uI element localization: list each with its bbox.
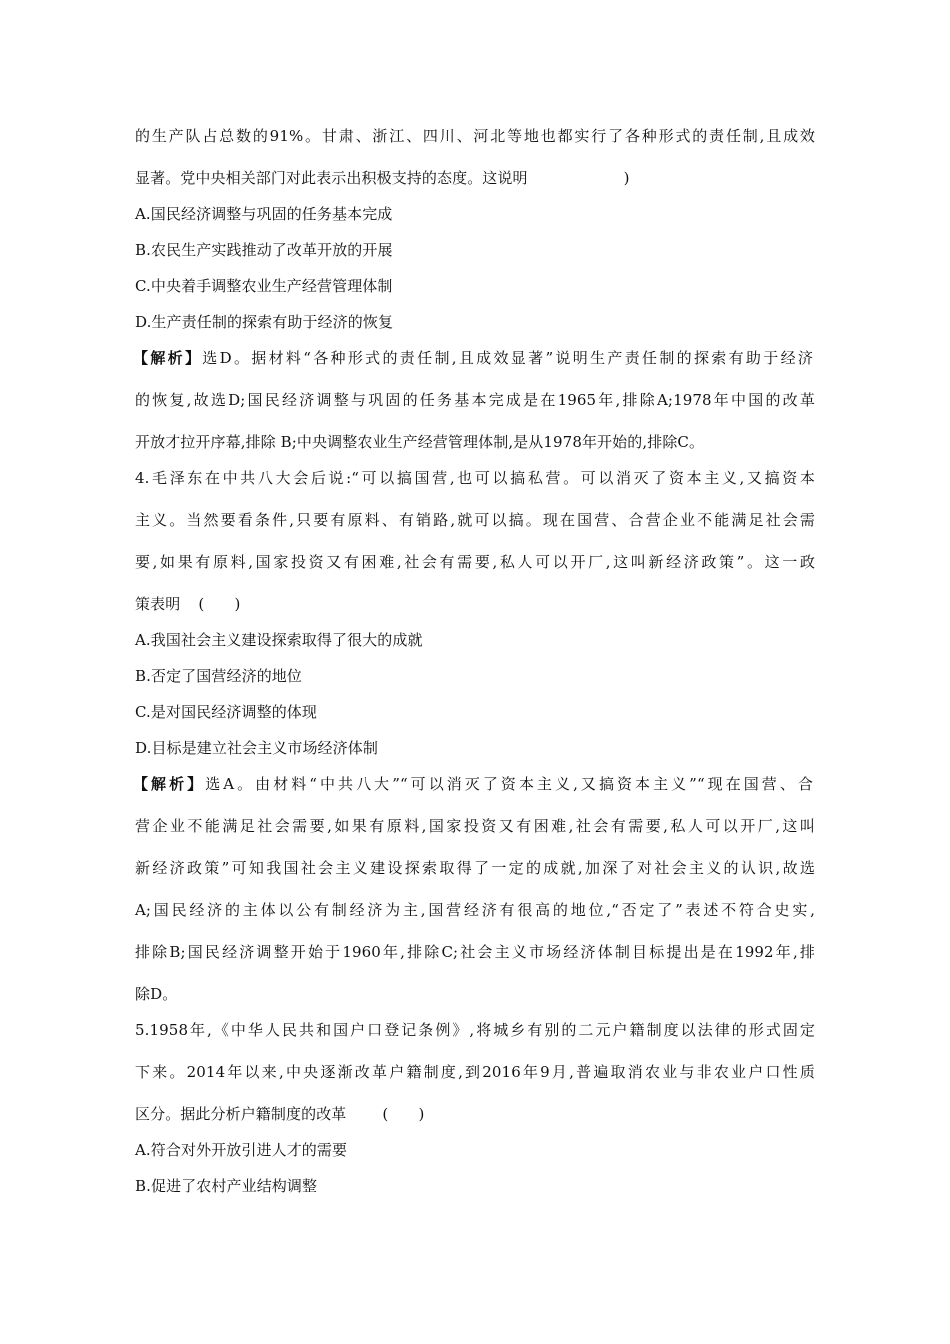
q4-stem-line-4 (135, 594, 240, 614)
q4-answer-bracket: ( ) (198, 595, 241, 613)
q4-analysis-line-4: A;国民经济的主体以公有制经济为主,国营经济有很高的地位,“否定了”表述不符合史实, (135, 901, 815, 919)
q3-answer-bracket: ) (623, 169, 630, 187)
q3-option-d: D.生产责任制的探索有助于经济的恢复 (135, 313, 394, 331)
q3-analysis-line-2: 的恢复,故选D;国民经济调整与巩固的任务基本完成是在1965年,排除A;1978年中国的改革 (135, 391, 815, 409)
q3-analysis-tag: 【解析】 (133, 349, 203, 367)
q4-stem-line-2: 主义。当然要看条件,只要有原料、有销路,就可以搞。现在国营、合营企业不能满足社会需 (135, 511, 815, 529)
q3-stem-line-1: 的生产队占总数的91%。甘肃、浙江、四川、河北等地也都实行了各种形式的责任制,且成效 (135, 127, 815, 145)
q3-analysis-text-1: 选D。据材料“各种形式的责任制,且成效显著”说明生产责任制的探索有助于经济 (202, 349, 813, 367)
q3-analysis-line-1 (133, 348, 813, 368)
q3-option-c: C.中央着手调整农业生产经营管理体制 (135, 277, 393, 295)
q3-stem-line-2 (135, 168, 630, 188)
q4-analysis-line-2: 营企业不能满足社会需要,如果有原料,国家投资又有困难,社会有需要,私人可以开厂,这叫 (135, 817, 815, 835)
q5-stem-line-1: 5.1958年,《中华人民共和国户口登记条例》,将城乡有别的二元户籍制度以法律的形式固定 (135, 1021, 815, 1039)
q3-option-a: A.国民经济调整与巩固的任务基本完成 (135, 205, 393, 223)
q4-analysis-line-1 (133, 774, 813, 794)
q4-stem-line-3: 要,如果有原料,国家投资又有困难,社会有需要,私人可以开厂,这叫新经济政策”。这一政 (135, 553, 815, 571)
q4-analysis-line-6: 除D。 (135, 985, 178, 1003)
q5-answer-bracket: ( ) (382, 1105, 425, 1123)
q4-analysis-text-1: 选A。由材料“中共八大”“可以消灭了资本主义,又搞资本主义”“现在国营、合 (205, 775, 813, 793)
q3-analysis-line-3: 开放才拉开序幕,排除 B;中央调整农业生产经营管理体制,是从1978年开始的,排除C。 (135, 433, 705, 451)
q5-stem-line-2: 下来。2014年以来,中央逐渐改革户籍制度,到2016年9月,普遍取消农业与非农业户口性质 (135, 1063, 815, 1081)
q5-stem-text: 区分。据此分析户籍制度的改革 (135, 1105, 347, 1123)
q3-stem-text: 显著。党中央相关部门对此表示出积极支持的态度。这说明 (135, 169, 528, 187)
q4-stem-text: 策表明 (135, 595, 181, 613)
q3-option-b: B.农民生产实践推动了改革开放的开展 (135, 241, 393, 259)
q5-option-a: A.符合对外开放引进人才的需要 (135, 1141, 348, 1159)
q4-analysis-tag: 【解析】 (133, 775, 206, 793)
q4-analysis-line-3: 新经济政策”可知我国社会主义建设探索取得了一定的成就,加深了对社会主义的认识,故选 (135, 859, 815, 877)
q5-option-b: B.促进了农村产业结构调整 (135, 1177, 318, 1195)
q4-stem-line-1: 4.毛泽东在中共八大会后说:“可以搞国营,也可以搞私营。可以消灭了资本主义,又搞资本 (135, 469, 815, 487)
q4-option-d: D.目标是建立社会主义市场经济体制 (135, 739, 378, 757)
q4-option-a: A.我国社会主义建设探索取得了很大的成就 (135, 631, 423, 649)
q4-analysis-line-5: 排除B;国民经济调整开始于1960年,排除C;社会主义市场经济体制目标提出是在1992年,排 (135, 943, 815, 961)
q4-option-b: B.否定了国营经济的地位 (135, 667, 302, 685)
q5-stem-line-3 (135, 1104, 425, 1124)
q4-option-c: C.是对国民经济调整的体现 (135, 703, 318, 721)
